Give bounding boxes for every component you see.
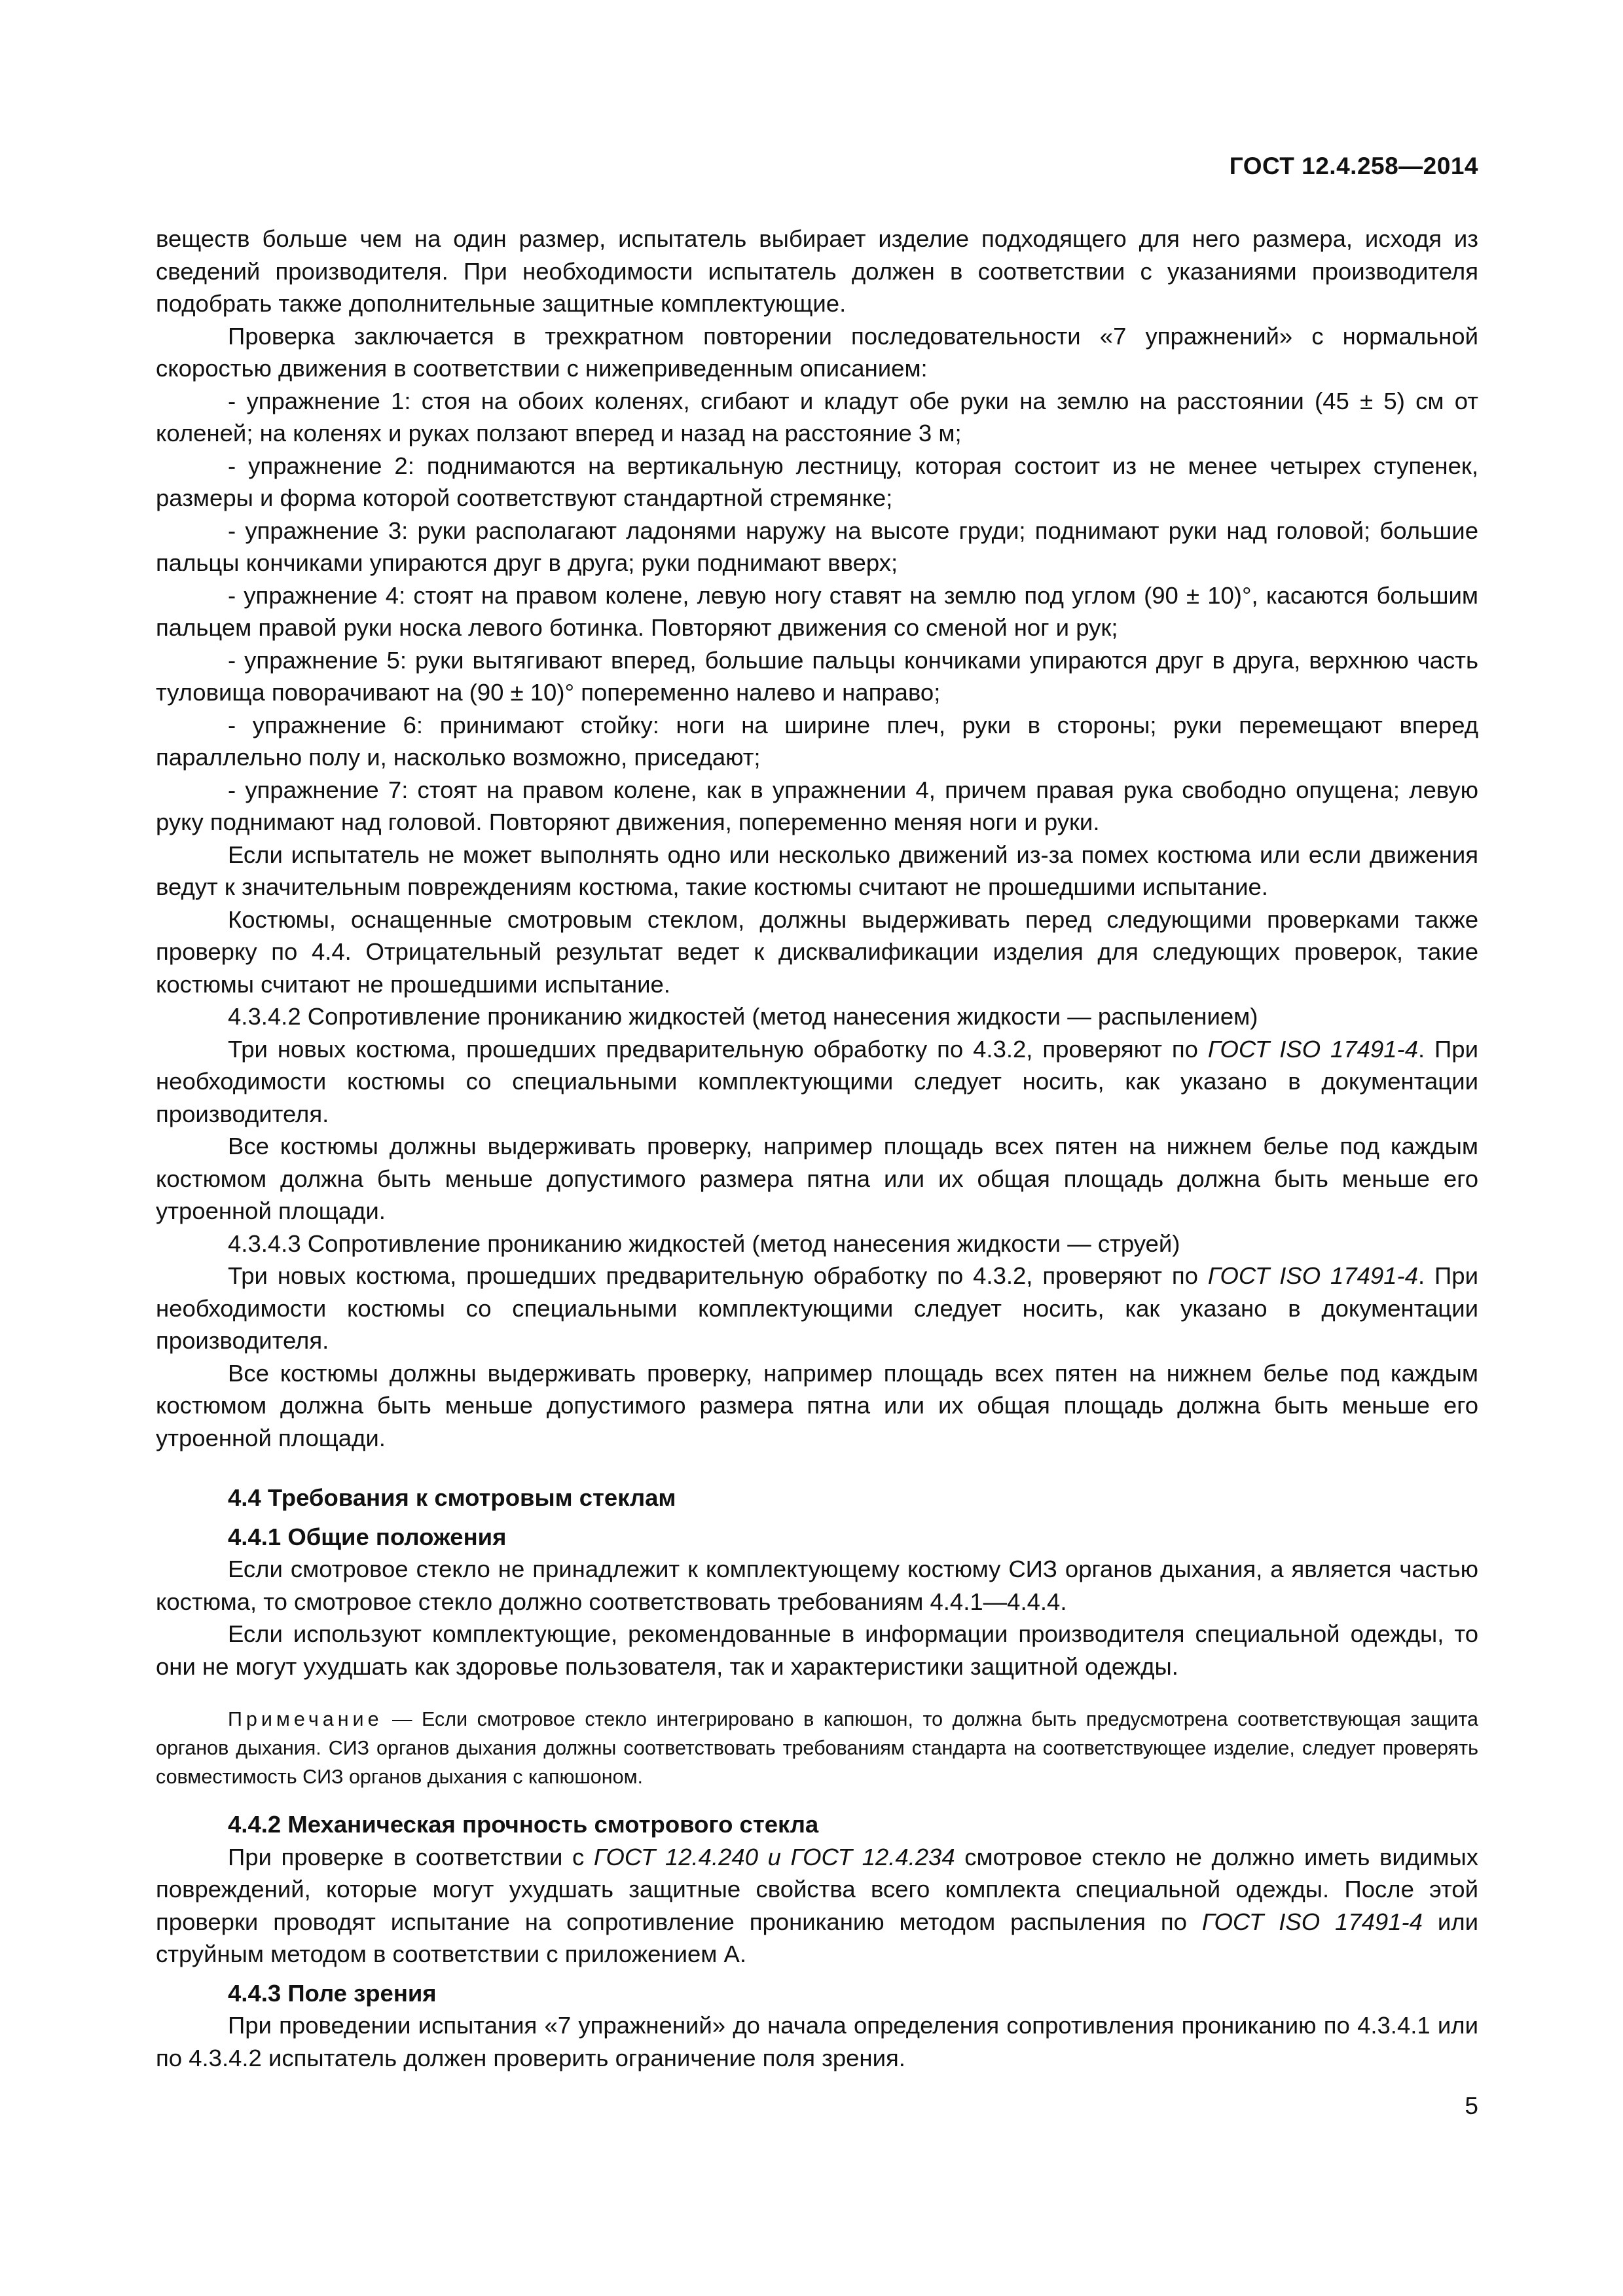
- section-4-4-2-paragraph-1: [156, 1841, 1478, 1971]
- section-4-3-4-3-title: 4.3.4.3 Сопротивление прониканию жидкостей (метод нанесения жидкости — струей): [228, 1230, 1180, 1257]
- paragraph-failure-condition: Если испытатель не может выполнять одно или несколько движений из-за помех костюма или если движения ведут к значительным повреждениям костюма, такие костюмы считают не прошедшими испытание.: [156, 841, 1478, 900]
- paragraph-visor-check: Костюмы, оснащенные смотровым стеклом, должны выдерживать перед следующими проверками также проверку по 4.4. Отрицательный результат ведет к дисквалификации изделия для следующих проверок, такие костюмы считают не прошедшими испытание.: [156, 905, 1478, 998]
- exercise-item-1: - упражнение 1: стоя на обоих коленях, сгибают и кладут обе руки на землю на расстоянии (45 ± 5) см от коленей; на коленях и руках ползают вперед и назад на расстояние 3 м;: [156, 387, 1478, 446]
- standard-reference: ГОСТ ISO 17491-4: [1207, 1262, 1418, 1289]
- section-4-4-3-heading: 4.4.3 Поле зрения: [228, 1979, 437, 2007]
- note-block: [156, 1705, 1478, 1791]
- section-4-3-4-3-paragraph-2: Все костюмы должны выдерживать проверку, например площадь всех пятен на нижнем белье под каждым костюмом должна быть меньше допустимого размера пятна или их общая площадь должна быть меньше его утроенной площади.: [156, 1359, 1478, 1451]
- exercise-item-3: - упражнение 3: руки располагают ладонями наружу на высоте груди; поднимают руки над головой; большие пальцы кончиками упираются друг в друга; руки поднимают вверх;: [156, 517, 1478, 576]
- exercise-item-4: - упражнение 4: стоят на правом колене, левую ногу ставят на землю под углом (90 ± 10)°, касаются большим пальцем правой руки носка левого ботинка. Повторяют движения со сменой ног и рук;: [156, 581, 1478, 641]
- paragraph-continuation: веществ больше чем на один размер, испытатель выбирает изделие подходящего для него размера, исходя из сведений производителя. При необходимости испытатель должен в соответствии с указаниями производителя подобрать также дополнительные защитные комплектующие.: [156, 225, 1478, 317]
- exercise-item-6: - упражнение 6: принимают стойку: ноги на ширине плеч, руки в стороны; руки перемещают вперед параллельно полу и, насколько возможно, приседают;: [156, 711, 1478, 771]
- section-4-3-4-2-title: 4.3.4.2 Сопротивление прониканию жидкостей (метод нанесения жидкости — распылением): [228, 1003, 1258, 1030]
- document-page: [156, 0, 1478, 2296]
- document-code-header: ГОСТ 12.4.258—2014: [1229, 153, 1478, 179]
- text-fragment: смотровое стекло не должно иметь видимых повреждений, которые могут ухудшать защитные свойства всего комплекта специальной одежды. После этой проверки проводят испытание на сопротивление прониканию методом распыления по: [156, 1843, 1478, 1935]
- text-fragment: Три новых костюма, прошедших предварительную обработку по 4.3.2, проверяют по: [228, 1035, 1208, 1063]
- section-4-4-3-paragraph-1: При проведении испытания «7 упражнений» до начала определения сопротивления прониканию по 4.3.4.1 или по 4.3.4.2 испытатель должен проверить ограничение поля зрения.: [156, 2012, 1478, 2071]
- text-fragment: или струйным методом в соответствии с приложением А.: [156, 1908, 1479, 1967]
- section-4-4-1-paragraph-1: Если смотровое стекло не принадлежит к комплектующему костюму СИЗ органов дыхания, а является частью костюма, то смотровое стекло должно соответствовать требованиям 4.4.1—4.4.4.: [156, 1556, 1478, 1615]
- document-body: [156, 223, 1478, 2074]
- text-fragment: Три новых костюма, прошедших предварительную обработку по 4.3.2, проверяют по: [228, 1262, 1208, 1289]
- exercise-item-7: - упражнение 7: стоят на правом колене, как в упражнении 4, причем правая рука свободно опущена; левую руку поднимают над головой. Повторяют движения, попеременно меняя ноги и руки.: [156, 776, 1478, 835]
- standard-reference: ГОСТ ISO 17491-4: [1201, 1908, 1423, 1935]
- section-4-3-4-2-paragraph-1: [156, 1033, 1478, 1131]
- exercise-item-2: - упражнение 2: поднимаются на вертикальную лестницу, которая состоит из не менее четырех ступенек, размеры и форма которой соответствуют стандартной стремянке;: [156, 452, 1478, 511]
- section-4-4-heading: 4.4 Требования к смотровым стеклам: [228, 1484, 676, 1511]
- paragraph-test-description: Проверка заключается в трехкратном повторении последовательности «7 упражнений» с нормальной скоростью движения в соответствии с нижеприведенным описанием:: [156, 322, 1478, 382]
- page-number: 5: [1465, 2092, 1478, 2119]
- section-4-4-2-heading: 4.4.2 Механическая прочность смотрового стекла: [228, 1811, 819, 1838]
- note-label: Примечание: [228, 1708, 383, 1730]
- note-text: — Если смотровое стекло интегрировано в капюшон, то должна быть предусмотрена соответствующая защита органов дыхания. СИЗ органов дыхания должны соответствовать требованиям стандарта на соответствующее изделие, следует проверять совместимость СИЗ органов дыхания с капюшоном.: [156, 1708, 1478, 1788]
- standard-reference: ГОСТ ISO 17491-4: [1207, 1035, 1418, 1063]
- text-fragment: . При необходимости костюмы со специальными комплектующими следует носить, как указано в документации производителя.: [156, 1262, 1478, 1354]
- text-fragment: . При необходимости костюмы со специальными комплектующими следует носить, как указано в документации производителя.: [156, 1035, 1478, 1127]
- section-4-3-4-3-paragraph-1: [156, 1260, 1478, 1357]
- standard-reference: ГОСТ 12.4.240 и ГОСТ 12.4.234: [593, 1843, 955, 1870]
- exercise-item-5: - упражнение 5: руки вытягивают вперед, большие пальцы кончиками упираются друг в друга, верхнюю часть туловища поворачивают на (90 ± 10)° попеременно налево и направо;: [156, 646, 1478, 706]
- section-4-4-1-heading: 4.4.1 Общие положения: [228, 1523, 507, 1550]
- section-4-4-1-paragraph-2: Если используют комплектующие, рекомендованные в информации производителя специальной одежды, то они не могут ухудшать как здоровье пользователя, так и характеристики защитной одежды.: [156, 1620, 1478, 1680]
- text-fragment: При проверке в соответствии с: [228, 1843, 594, 1870]
- section-4-3-4-2-paragraph-2: Все костюмы должны выдерживать проверку, например площадь всех пятен на нижнем белье под каждым костюмом должна быть меньше допустимого размера пятна или их общая площадь должна быть меньше его утроенной площади.: [156, 1133, 1478, 1224]
